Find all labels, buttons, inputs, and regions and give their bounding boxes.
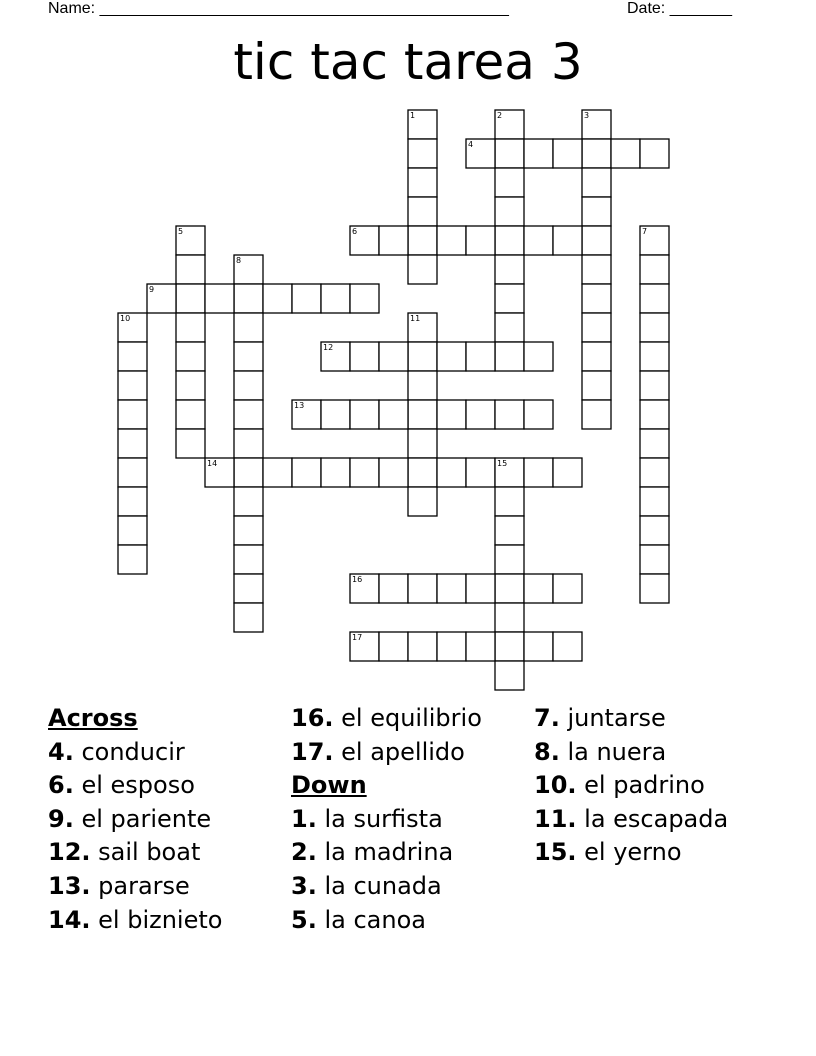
clue-item-number: 13. (48, 871, 91, 900)
grid-cell[interactable] (582, 255, 611, 284)
grid-cell[interactable] (408, 429, 437, 458)
grid-cell[interactable] (582, 168, 611, 197)
grid-cell[interactable] (640, 400, 669, 429)
grid-cell[interactable] (234, 574, 263, 603)
clue-item-text: el yerno (576, 838, 682, 867)
grid-cell[interactable] (495, 197, 524, 226)
grid-cell[interactable] (437, 226, 466, 255)
grid-cell[interactable] (611, 139, 640, 168)
clue-item (291, 836, 482, 870)
clue-item-number: 6. (48, 771, 74, 800)
clue-item (48, 904, 222, 938)
grid-cell[interactable] (408, 168, 437, 197)
clue-number: 9 (149, 285, 155, 294)
clue-item-text: el padrino (576, 771, 705, 800)
clue-item-text: sail boat (90, 838, 201, 867)
grid-cell[interactable] (408, 342, 437, 371)
clue-item (291, 803, 482, 837)
clue-item-number: 15. (534, 838, 577, 867)
grid-cell[interactable] (408, 371, 437, 400)
grid-cell[interactable] (263, 284, 292, 313)
grid-cell[interactable] (176, 342, 205, 371)
clue-item (48, 870, 222, 904)
grid-cell[interactable] (321, 284, 350, 313)
grid-cell[interactable] (524, 458, 553, 487)
clue-item-number: 14. (48, 905, 91, 934)
grid-cell[interactable] (466, 632, 495, 661)
grid-cell[interactable] (495, 632, 524, 661)
grid-cell[interactable] (379, 458, 408, 487)
grid-cell[interactable] (640, 516, 669, 545)
grid-cell[interactable] (495, 603, 524, 632)
grid-cell[interactable] (350, 284, 379, 313)
clue-item (291, 702, 482, 736)
clue-number: 14 (207, 459, 218, 468)
grid-cell[interactable] (495, 574, 524, 603)
name-field[interactable]: Name: ______________________________________________ (48, 0, 509, 17)
grid-cell[interactable] (553, 139, 582, 168)
clue-item-number: 16. (291, 704, 334, 732)
grid-cell[interactable] (640, 313, 669, 342)
grid-cell[interactable] (205, 284, 234, 313)
grid-cell[interactable] (640, 342, 669, 371)
grid-cell[interactable] (466, 226, 495, 255)
clue-item-text: el esposo (73, 771, 195, 800)
grid-cell[interactable] (495, 342, 524, 371)
grid-cell[interactable] (118, 429, 147, 458)
grid-cell[interactable] (234, 429, 263, 458)
grid-cell[interactable] (379, 574, 408, 603)
grid-cell[interactable] (379, 226, 408, 255)
clue-column-3 (534, 702, 728, 870)
clue-item-text: el pariente (73, 804, 212, 833)
grid-cell[interactable] (234, 284, 263, 313)
clue-number: 4 (468, 140, 474, 149)
clue-item-text: el equilibrio (333, 704, 482, 732)
grid-cell[interactable] (466, 400, 495, 429)
grid-cell[interactable] (553, 458, 582, 487)
clue-item-number: 7. (534, 704, 560, 732)
grid-cell[interactable] (234, 545, 263, 574)
grid-cell[interactable] (640, 487, 669, 516)
grid-cell[interactable] (350, 458, 379, 487)
clue-item (534, 836, 728, 870)
grid-cell[interactable] (234, 400, 263, 429)
grid-cell[interactable] (176, 284, 205, 313)
grid-cell[interactable] (495, 168, 524, 197)
clue-number: 8 (236, 256, 242, 265)
clue-item (291, 904, 482, 938)
clue-number: 13 (294, 401, 305, 410)
clue-item-number: 4. (48, 737, 74, 766)
grid-cell[interactable] (582, 342, 611, 371)
grid-cell[interactable] (582, 197, 611, 226)
clue-item (291, 736, 482, 770)
grid-cell[interactable] (640, 429, 669, 458)
clue-item-number: 3. (291, 871, 317, 900)
clue-item (48, 736, 222, 770)
clue-item (534, 803, 728, 837)
clue-number: 10 (120, 314, 131, 323)
clue-item-number: 17. (291, 737, 334, 766)
clue-number: 6 (352, 227, 358, 236)
grid-cell[interactable] (176, 429, 205, 458)
clue-item-text: el biznieto (90, 905, 223, 934)
clue-item-number: 5. (291, 905, 317, 934)
grid-cell[interactable] (640, 139, 669, 168)
clue-item-number: 1. (291, 804, 317, 833)
grid-cell[interactable] (408, 197, 437, 226)
clue-item (534, 702, 728, 736)
grid-cell[interactable] (524, 139, 553, 168)
grid-cell[interactable] (640, 574, 669, 603)
clue-number: 16 (352, 575, 363, 584)
grid-cell[interactable] (118, 400, 147, 429)
grid-cell[interactable] (176, 400, 205, 429)
clue-item-text: la surfista (316, 804, 443, 833)
clue-item-number: 2. (291, 838, 317, 867)
grid-cell[interactable] (437, 632, 466, 661)
clue-item-text: juntarse (559, 704, 666, 732)
grid-cell[interactable] (234, 458, 263, 487)
grid-cell[interactable] (466, 458, 495, 487)
grid-cell[interactable] (495, 313, 524, 342)
clue-item-number: 11. (534, 804, 577, 833)
grid-cell[interactable] (408, 139, 437, 168)
clue-item (534, 769, 728, 803)
clue-item-text: la madrina (316, 838, 454, 867)
grid-cell[interactable] (582, 313, 611, 342)
clue-item-text: el apellido (333, 737, 465, 766)
clue-item-text: la nuera (559, 737, 667, 766)
clue-column-2 (291, 702, 482, 937)
grid-cell[interactable] (495, 255, 524, 284)
grid-cell[interactable] (176, 255, 205, 284)
grid-cell[interactable] (582, 400, 611, 429)
clue-item (48, 769, 222, 803)
grid-cell[interactable] (321, 458, 350, 487)
grid-cell[interactable] (582, 226, 611, 255)
grid-cell[interactable] (408, 226, 437, 255)
grid-cell[interactable] (495, 139, 524, 168)
clue-number: 17 (352, 633, 363, 642)
grid-cell[interactable] (263, 458, 292, 487)
grid-cell[interactable] (176, 313, 205, 342)
grid-cell[interactable] (553, 226, 582, 255)
grid-cell[interactable] (408, 400, 437, 429)
grid-cell[interactable] (582, 371, 611, 400)
grid-cell[interactable] (379, 342, 408, 371)
clue-item-number: 12. (48, 838, 91, 867)
date-field[interactable]: Date: _______ (627, 0, 732, 17)
grid-cell[interactable] (234, 603, 263, 632)
grid-cell[interactable] (640, 545, 669, 574)
grid-cell[interactable] (234, 313, 263, 342)
grid-cell[interactable] (495, 284, 524, 313)
grid-cell[interactable] (408, 632, 437, 661)
grid-cell[interactable] (118, 487, 147, 516)
grid-cell[interactable] (118, 516, 147, 545)
grid-cell[interactable] (495, 661, 524, 690)
grid-cell[interactable] (495, 400, 524, 429)
down-heading: Down (291, 771, 367, 800)
grid-cell[interactable] (292, 284, 321, 313)
clue-item (48, 803, 222, 837)
grid-cell[interactable] (118, 458, 147, 487)
grid-cell[interactable] (408, 458, 437, 487)
clue-item (48, 836, 222, 870)
clue-item-number: 10. (534, 771, 577, 800)
grid-cell[interactable] (234, 487, 263, 516)
clue-number: 3 (584, 111, 590, 120)
grid-cell[interactable] (437, 574, 466, 603)
grid-cell[interactable] (437, 400, 466, 429)
grid-cell[interactable] (640, 371, 669, 400)
grid-cell[interactable] (466, 342, 495, 371)
grid-cell[interactable] (582, 284, 611, 313)
clue-item-text: la canoa (316, 905, 426, 934)
clue-number: 2 (497, 111, 503, 120)
grid-cell[interactable] (118, 545, 147, 574)
grid-cell[interactable] (524, 632, 553, 661)
grid-cell[interactable] (495, 487, 524, 516)
grid-cell[interactable] (350, 342, 379, 371)
clue-number: 15 (497, 459, 508, 468)
clue-number: 1 (410, 111, 416, 120)
grid-cell[interactable] (437, 458, 466, 487)
grid-cell[interactable] (582, 139, 611, 168)
grid-cell[interactable] (321, 400, 350, 429)
clue-item-number: 9. (48, 804, 74, 833)
grid-cell[interactable] (640, 255, 669, 284)
grid-cell[interactable] (118, 371, 147, 400)
clue-number: 7 (642, 227, 648, 236)
grid-cell[interactable] (118, 342, 147, 371)
clue-item-text: pararse (90, 871, 190, 900)
clue-number: 12 (323, 343, 334, 352)
grid-cell[interactable] (524, 226, 553, 255)
grid-cell[interactable] (553, 574, 582, 603)
grid-cell[interactable] (350, 400, 379, 429)
clue-number: 5 (178, 227, 184, 236)
clue-item-number: 8. (534, 737, 560, 766)
grid-cell[interactable] (524, 400, 553, 429)
clue-item (534, 736, 728, 770)
clue-item (291, 870, 482, 904)
grid-cell[interactable] (176, 371, 205, 400)
grid-cell[interactable] (379, 632, 408, 661)
grid-cell[interactable] (234, 342, 263, 371)
clue-item-text: la escapada (576, 804, 729, 833)
grid-cell[interactable] (234, 371, 263, 400)
grid-cell[interactable] (408, 487, 437, 516)
grid-cell[interactable] (408, 255, 437, 284)
grid-cell[interactable] (553, 632, 582, 661)
across-heading: Across (48, 704, 138, 732)
grid-cell[interactable] (408, 574, 437, 603)
grid-cell[interactable] (640, 458, 669, 487)
grid-cell[interactable] (524, 574, 553, 603)
grid-cell[interactable] (524, 342, 553, 371)
grid-cell[interactable] (495, 516, 524, 545)
grid-cell[interactable] (466, 574, 495, 603)
page-title: tic tac tarea 3 (233, 33, 583, 91)
grid-cell[interactable] (640, 284, 669, 313)
grid-cell[interactable] (437, 342, 466, 371)
grid-cell[interactable] (292, 458, 321, 487)
clue-number: 11 (410, 314, 421, 323)
grid-cell[interactable] (495, 226, 524, 255)
grid-cell[interactable] (234, 516, 263, 545)
clue-column-1 (48, 702, 222, 937)
grid-cell[interactable] (379, 400, 408, 429)
grid-cell[interactable] (495, 545, 524, 574)
clue-item-text: conducir (73, 737, 185, 766)
clue-item-text: la cunada (316, 871, 442, 900)
